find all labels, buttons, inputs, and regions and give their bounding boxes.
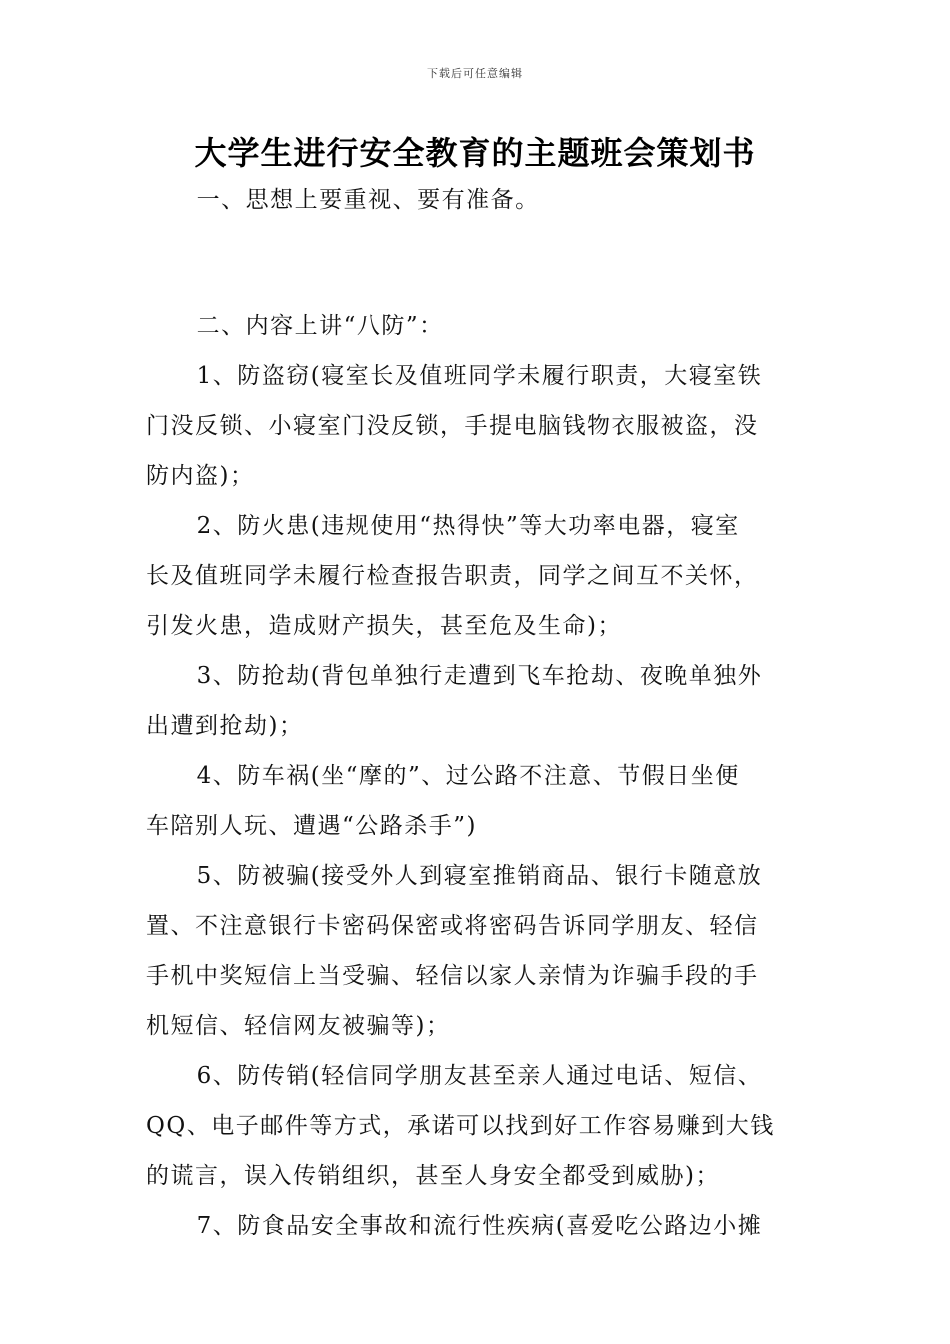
section-2-paragraph	[146, 301, 814, 351]
text-line: 出遭到抢劫)；	[146, 713, 304, 739]
text-line: 二、内容上讲“八防”：	[196, 313, 444, 339]
section-1-paragraph	[146, 175, 814, 225]
document-body	[146, 175, 814, 1251]
text-line: 的谎言，误入传销组织，甚至人身安全都受到威胁)；	[146, 1163, 720, 1189]
header-note: 下载后可任意编辑	[427, 67, 523, 80]
text-line: 4、防车祸(坐“摩的”、过公路不注意、节假日坐便	[196, 763, 740, 789]
item-4-paragraph	[146, 751, 814, 801]
blank-line	[146, 225, 814, 275]
item-1-continuation	[146, 401, 814, 501]
item-2-paragraph	[146, 501, 814, 551]
item-3-continuation	[146, 701, 814, 751]
item-3-paragraph	[146, 651, 814, 701]
item-6-paragraph	[146, 1051, 814, 1101]
document-title: 大学生进行安全教育的主题班会策划书	[194, 134, 756, 172]
text-line: 引发火患，造成财产损失，甚至危及生命)；	[146, 613, 622, 639]
item-1-paragraph	[146, 351, 814, 401]
text-line: QQ、电子邮件等方式，承诺可以找到好工作容易赚到大钱	[146, 1113, 775, 1139]
text-line: 7、防食品安全事故和流行性疾病(喜爱吃公路边小摊	[196, 1213, 763, 1239]
text-line: 门没反锁、小寝室门没反锁，手提电脑钱物衣服被盗，没	[146, 413, 759, 439]
item-7-paragraph	[146, 1201, 814, 1251]
item-5-continuation	[146, 901, 814, 1051]
text-line: 1、防盗窃(寝室长及值班同学未履行职责，大寝室铁	[196, 363, 763, 389]
item-6-continuation	[146, 1101, 814, 1201]
text-line: 手机中奖短信上当受骗、轻信以家人亲情为诈骗手段的手	[146, 963, 759, 989]
text-line: 车陪别人玩、遭遇“公路杀手”)	[146, 813, 477, 839]
text-line: 3、防抢劫(背包单独行走遭到飞车抢劫、夜晚单独外	[196, 663, 763, 689]
text-line: 长及值班同学未履行检查报告职责，同学之间互不关怀，	[146, 563, 759, 589]
text-line: 置、不注意银行卡密码保密或将密码告诉同学朋友、轻信	[146, 913, 759, 939]
text-line: 一、思想上要重视、要有准备。	[196, 187, 540, 213]
text-line: 6、防传销(轻信同学朋友甚至亲人通过电话、短信、	[196, 1063, 763, 1089]
item-5-paragraph	[146, 851, 814, 901]
item-4-continuation	[146, 801, 814, 851]
text-line: 2、防火患(违规使用“热得快”等大功率电器，寝室	[196, 513, 740, 539]
text-line: 5、防被骗(接受外人到寝室推销商品、银行卡随意放	[196, 863, 763, 889]
text-line: 机短信、轻信网友被骗等)；	[146, 1013, 451, 1039]
item-2-continuation	[146, 551, 814, 651]
text-line: 防内盗)；	[146, 463, 255, 489]
